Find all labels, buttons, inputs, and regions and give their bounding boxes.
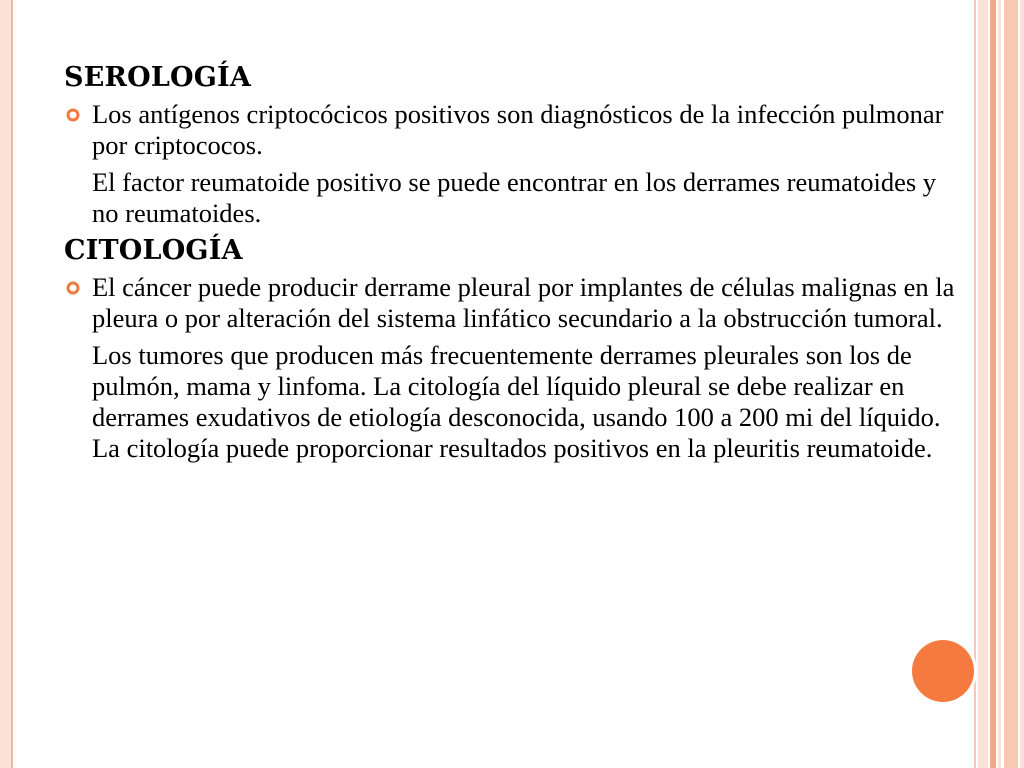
continuation-paragraph — [64, 167, 964, 229]
orange-circle-decoration — [912, 640, 974, 702]
paragraph-text: Los tumores que producen más frecuentemente derrames pleurales son los de pulmón, mama y linfoma. La citología del líquido pleural se debe realizar en derrames exudativos de etiología desconocida, usando 100 a 200 mi del líquido. La citología puede proporcionar resultados positivos en la pleuritis reumatoide. — [92, 340, 941, 463]
left-border-band — [0, 0, 11, 768]
stripe — [998, 0, 1001, 768]
heading-citologia: CITOLOGÍA — [64, 235, 243, 266]
slide-content — [64, 62, 964, 470]
stripe — [990, 0, 996, 768]
stripe — [1004, 0, 1018, 768]
bullet-paragraph — [64, 99, 964, 161]
heading-serologia: SEROLOGÍA — [64, 62, 251, 93]
continuation-paragraph — [64, 340, 964, 464]
stripe — [1020, 0, 1024, 768]
bullet-paragraph — [64, 272, 964, 334]
paragraph-text: El cáncer puede producir derrame pleural por implantes de células malignas en la pleura o por alteración del sistema linfático secundario a la obstrucción tumoral. — [92, 272, 955, 333]
stripe — [978, 0, 988, 768]
paragraph-text: El factor reumatoide positivo se puede encontrar en los derrames reumatoides y no reumatoides. — [92, 167, 937, 228]
right-stripes-decoration — [974, 0, 1024, 768]
paragraph-text: Los antígenos criptocócicos positivos son diagnósticos de la infección pulmonar por criptococos. — [92, 99, 944, 160]
bullet-icon — [66, 108, 80, 122]
stripe — [974, 0, 976, 768]
left-border-decoration — [0, 0, 14, 768]
left-border-line — [11, 0, 13, 768]
bullet-icon — [66, 281, 80, 295]
